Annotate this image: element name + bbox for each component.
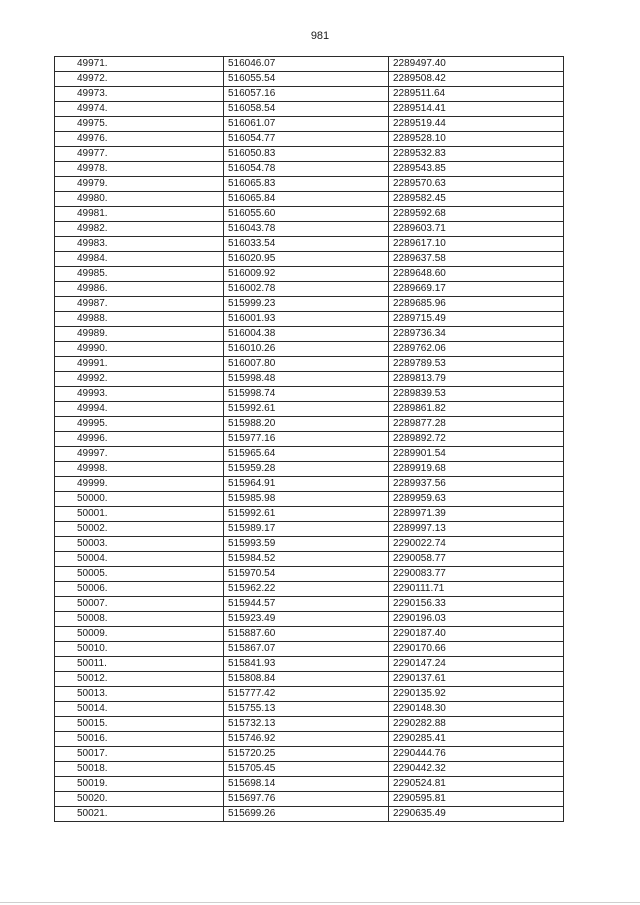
easting-cell: 515984.52 [224,552,389,567]
easting-cell: 515867.07 [224,642,389,657]
easting-cell: 515992.61 [224,507,389,522]
table-row [55,612,564,627]
table-row [55,657,564,672]
point-number-cell: 49995. [55,417,224,432]
table-row [55,492,564,507]
northing-cell: 2290022.74 [389,537,564,552]
easting-cell: 516009.92 [224,267,389,282]
point-number-cell: 49994. [55,402,224,417]
point-number-cell: 50021. [55,807,224,822]
easting-cell: 515841.93 [224,657,389,672]
northing-cell: 2290187.40 [389,627,564,642]
northing-cell: 2289901.54 [389,447,564,462]
point-number-cell: 50015. [55,717,224,732]
point-number-cell: 50017. [55,747,224,762]
easting-cell: 515923.49 [224,612,389,627]
table-row [55,462,564,477]
northing-cell: 2290444.76 [389,747,564,762]
table-row [55,477,564,492]
easting-cell: 515998.74 [224,387,389,402]
footer-rule [0,902,640,903]
northing-cell: 2289877.28 [389,417,564,432]
easting-cell: 516055.60 [224,207,389,222]
table-row [55,207,564,222]
point-number-cell: 49971. [55,57,224,72]
northing-cell: 2290111.71 [389,582,564,597]
easting-cell: 515988.20 [224,417,389,432]
northing-cell: 2289592.68 [389,207,564,222]
table-row [55,72,564,87]
point-number-cell: 49985. [55,267,224,282]
northing-cell: 2289648.60 [389,267,564,282]
northing-cell: 2290137.61 [389,672,564,687]
table-row [55,642,564,657]
northing-cell: 2290285.41 [389,732,564,747]
table-row [55,597,564,612]
table-row [55,732,564,747]
easting-cell: 515998.48 [224,372,389,387]
table-row [55,267,564,282]
easting-cell: 516050.83 [224,147,389,162]
table-row [55,747,564,762]
table-row [55,687,564,702]
northing-cell: 2289669.17 [389,282,564,297]
point-number-cell: 50016. [55,732,224,747]
northing-cell: 2290524.81 [389,777,564,792]
northing-cell: 2289514.41 [389,102,564,117]
table-row [55,282,564,297]
table-row [55,402,564,417]
table-row [55,297,564,312]
table-row [55,102,564,117]
point-number-cell: 50013. [55,687,224,702]
point-number-cell: 49979. [55,177,224,192]
point-number-cell: 50003. [55,537,224,552]
point-number-cell: 50011. [55,657,224,672]
point-number-cell: 50007. [55,597,224,612]
point-number-cell: 49976. [55,132,224,147]
northing-cell: 2289511.64 [389,87,564,102]
easting-cell: 515746.92 [224,732,389,747]
point-number-cell: 49991. [55,357,224,372]
easting-cell: 515962.22 [224,582,389,597]
northing-cell: 2290196.03 [389,612,564,627]
point-number-cell: 50008. [55,612,224,627]
table-row [55,552,564,567]
easting-cell: 515808.84 [224,672,389,687]
northing-cell: 2290170.66 [389,642,564,657]
easting-cell: 516058.54 [224,102,389,117]
northing-cell: 2289603.71 [389,222,564,237]
point-number-cell: 49986. [55,282,224,297]
easting-cell: 516001.93 [224,312,389,327]
easting-cell: 515965.64 [224,447,389,462]
northing-cell: 2290442.32 [389,762,564,777]
northing-cell: 2289736.34 [389,327,564,342]
point-number-cell: 49980. [55,192,224,207]
northing-cell: 2289543.85 [389,162,564,177]
point-number-cell: 49993. [55,387,224,402]
table-row [55,357,564,372]
easting-cell: 515755.13 [224,702,389,717]
easting-cell: 516061.07 [224,117,389,132]
easting-cell: 515705.45 [224,762,389,777]
easting-cell: 516010.26 [224,342,389,357]
easting-cell: 516055.54 [224,72,389,87]
coordinates-table-body [55,57,564,822]
northing-cell: 2289528.10 [389,132,564,147]
point-number-cell: 50000. [55,492,224,507]
northing-cell: 2289959.63 [389,492,564,507]
northing-cell: 2290147.24 [389,657,564,672]
northing-cell: 2289685.96 [389,297,564,312]
northing-cell: 2290282.88 [389,717,564,732]
point-number-cell: 49992. [55,372,224,387]
table-row [55,327,564,342]
easting-cell: 515964.91 [224,477,389,492]
northing-cell: 2289637.58 [389,252,564,267]
easting-cell: 515970.54 [224,567,389,582]
table-row [55,522,564,537]
table-row [55,717,564,732]
point-number-cell: 49996. [55,432,224,447]
easting-cell: 516007.80 [224,357,389,372]
northing-cell: 2290083.77 [389,567,564,582]
point-number-cell: 50005. [55,567,224,582]
northing-cell: 2289971.39 [389,507,564,522]
table-row [55,672,564,687]
point-number-cell: 49977. [55,147,224,162]
northing-cell: 2289762.06 [389,342,564,357]
easting-cell: 516054.77 [224,132,389,147]
northing-cell: 2290058.77 [389,552,564,567]
table-row [55,417,564,432]
point-number-cell: 50010. [55,642,224,657]
point-number-cell: 49997. [55,447,224,462]
table-row [55,252,564,267]
point-number-cell: 50018. [55,762,224,777]
northing-cell: 2289813.79 [389,372,564,387]
point-number-cell: 50020. [55,792,224,807]
point-number-cell: 50019. [55,777,224,792]
northing-cell: 2289617.10 [389,237,564,252]
point-number-cell: 49972. [55,72,224,87]
point-number-cell: 50006. [55,582,224,597]
northing-cell: 2290135.92 [389,687,564,702]
point-number-cell: 49988. [55,312,224,327]
northing-cell: 2290595.81 [389,792,564,807]
point-number-cell: 50001. [55,507,224,522]
northing-cell: 2289839.53 [389,387,564,402]
table-row [55,432,564,447]
easting-cell: 515698.14 [224,777,389,792]
table-row [55,792,564,807]
northing-cell: 2290156.33 [389,597,564,612]
point-number-cell: 49989. [55,327,224,342]
easting-cell: 515887.60 [224,627,389,642]
coordinates-table [54,56,564,822]
point-number-cell: 50002. [55,522,224,537]
table-row [55,57,564,72]
northing-cell: 2289508.42 [389,72,564,87]
easting-cell: 516033.54 [224,237,389,252]
table-row [55,132,564,147]
table-row [55,807,564,822]
easting-cell: 515992.61 [224,402,389,417]
table-row [55,177,564,192]
table-row [55,567,564,582]
northing-cell: 2289570.63 [389,177,564,192]
table-row [55,192,564,207]
northing-cell: 2289789.53 [389,357,564,372]
easting-cell: 516043.78 [224,222,389,237]
table-row [55,147,564,162]
table-row [55,87,564,102]
easting-cell: 515999.23 [224,297,389,312]
northing-cell: 2289919.68 [389,462,564,477]
northing-cell: 2290148.30 [389,702,564,717]
table-row [55,702,564,717]
northing-cell: 2289582.45 [389,192,564,207]
table-row [55,507,564,522]
point-number-cell: 49982. [55,222,224,237]
easting-cell: 515699.26 [224,807,389,822]
point-number-cell: 49987. [55,297,224,312]
point-number-cell: 49978. [55,162,224,177]
point-number-cell: 49984. [55,252,224,267]
northing-cell: 2289892.72 [389,432,564,447]
easting-cell: 516065.83 [224,177,389,192]
point-number-cell: 49975. [55,117,224,132]
table-row [55,162,564,177]
easting-cell: 516046.07 [224,57,389,72]
table-row [55,627,564,642]
point-number-cell: 49983. [55,237,224,252]
northing-cell: 2289937.56 [389,477,564,492]
easting-cell: 515959.28 [224,462,389,477]
easting-cell: 515732.13 [224,717,389,732]
easting-cell: 516065.84 [224,192,389,207]
northing-cell: 2289519.44 [389,117,564,132]
northing-cell: 2290635.49 [389,807,564,822]
northing-cell: 2289532.83 [389,147,564,162]
table-row [55,582,564,597]
table-row [55,312,564,327]
table-row [55,762,564,777]
point-number-cell: 50009. [55,627,224,642]
easting-cell: 515944.57 [224,597,389,612]
table-row [55,447,564,462]
point-number-cell: 50014. [55,702,224,717]
table-row [55,537,564,552]
point-number-cell: 49990. [55,342,224,357]
northing-cell: 2289497.40 [389,57,564,72]
easting-cell: 516020.95 [224,252,389,267]
easting-cell: 515993.59 [224,537,389,552]
point-number-cell: 49981. [55,207,224,222]
easting-cell: 515985.98 [224,492,389,507]
point-number-cell: 49974. [55,102,224,117]
northing-cell: 2289861.82 [389,402,564,417]
table-row [55,222,564,237]
northing-cell: 2289715.49 [389,312,564,327]
page-number: 981 [310,30,330,42]
easting-cell: 516054.78 [224,162,389,177]
table-row [55,372,564,387]
table-row [55,342,564,357]
northing-cell: 2289997.13 [389,522,564,537]
point-number-cell: 49999. [55,477,224,492]
point-number-cell: 50004. [55,552,224,567]
easting-cell: 516004.38 [224,327,389,342]
table-row [55,117,564,132]
easting-cell: 515777.42 [224,687,389,702]
table-row [55,387,564,402]
point-number-cell: 49998. [55,462,224,477]
easting-cell: 516057.16 [224,87,389,102]
table-row [55,777,564,792]
easting-cell: 515720.25 [224,747,389,762]
easting-cell: 515977.16 [224,432,389,447]
table-row [55,237,564,252]
easting-cell: 515989.17 [224,522,389,537]
easting-cell: 515697.76 [224,792,389,807]
point-number-cell: 50012. [55,672,224,687]
easting-cell: 516002.78 [224,282,389,297]
point-number-cell: 49973. [55,87,224,102]
